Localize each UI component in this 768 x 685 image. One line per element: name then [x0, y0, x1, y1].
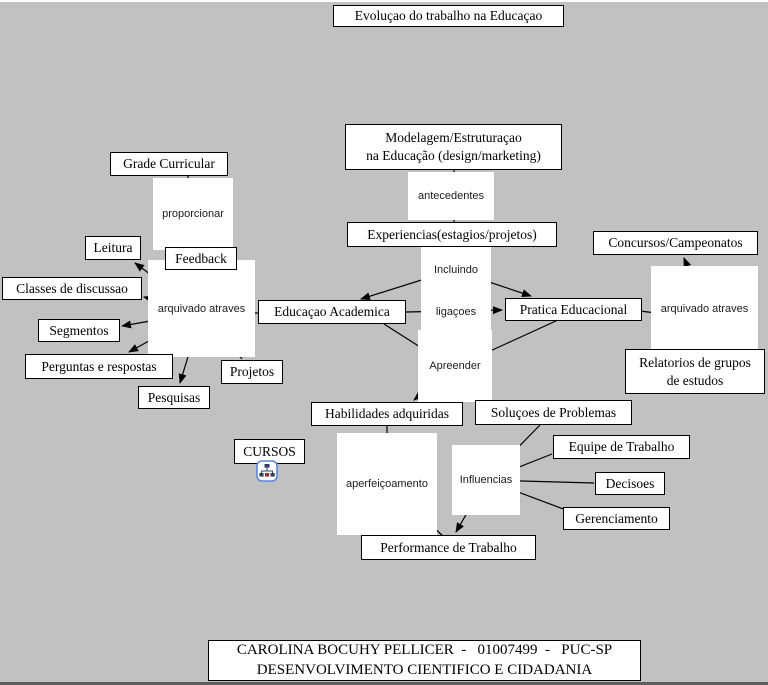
concept-title[interactable]: Evoluçao do trabalho na Educaçao [333, 5, 564, 27]
concept-modelagem[interactable] [345, 124, 562, 170]
concept-map-resource-icon[interactable] [256, 460, 278, 482]
concept-pratica-educacional[interactable]: Pratica Educacional [505, 298, 642, 321]
concept-classes-de-discussao[interactable]: Classes de discussao [2, 277, 142, 300]
phrase-aperfeicoamento[interactable]: aperfeiçoamento [337, 433, 437, 535]
concept-experiencias[interactable]: Experiencias(estagios/projetos) [347, 222, 557, 247]
concept-equipe-de-trabalho[interactable]: Equipe de Trabalho [553, 435, 690, 459]
text-line: DESENVOLVIMENTO CIENTIFICO E CIDADANIA [256, 661, 593, 678]
text-line: Relatorios de grupos [639, 354, 751, 370]
concept-performance-de-trabalho[interactable]: Performance de Trabalho [361, 535, 536, 560]
text-line: de estudos [666, 372, 724, 388]
concept-grade-curricular[interactable]: Grade Curricular [110, 152, 228, 176]
phrase-ligacoes[interactable]: ligaçoes [421, 294, 491, 330]
concept-habilidades-adquiridas[interactable]: Habilidades adquiridas [311, 402, 463, 426]
phrase-incluindo[interactable]: Incluindo [421, 246, 491, 294]
concept-credit[interactable] [208, 640, 641, 681]
concept-decisoes[interactable]: Decisoes [595, 472, 665, 495]
concept-relatorios[interactable] [625, 349, 765, 394]
phrase-proporcionar[interactable]: proporcionar [153, 178, 233, 250]
phrase-apreender[interactable]: Apreender [418, 330, 492, 402]
concept-perguntas-e-respostas[interactable]: Perguntas e respostas [25, 354, 173, 379]
concept-gerenciamento[interactable]: Gerenciamento [563, 507, 670, 530]
concept-cursos[interactable]: CURSOS [234, 439, 305, 464]
concept-educacao-academica[interactable]: Educaçao Academica [258, 300, 406, 324]
concept-projetos[interactable]: Projetos [221, 360, 283, 384]
text-line: Modelagem/Estruturaçao [385, 130, 522, 146]
text-line: na Educação (design/marketing) [366, 148, 541, 163]
phrase-influencias[interactable]: Influencias [452, 445, 520, 515]
concept-leitura[interactable]: Leitura [85, 236, 141, 260]
concept-pesquisas[interactable]: Pesquisas [138, 386, 210, 409]
phrase-antecedentes[interactable]: antecedentes [408, 172, 494, 220]
phrase-arquivado-atraves-left[interactable]: arquivado atraves [148, 260, 255, 357]
phrase-arquivado-atraves-right[interactable]: arquivado atraves [651, 266, 758, 352]
text-line: CAROLINA BOCUHY PELLICER - 01007499 - PUC-SP [236, 641, 613, 658]
concept-segmentos[interactable]: Segmentos [38, 319, 120, 342]
concept-concursos-campeonatos[interactable]: Concursos/Campeonatos [593, 231, 758, 255]
concept-solucoes-de-problemas[interactable]: Soluçoes de Problemas [475, 400, 632, 425]
concept-feedback[interactable]: Feedback [165, 247, 237, 270]
